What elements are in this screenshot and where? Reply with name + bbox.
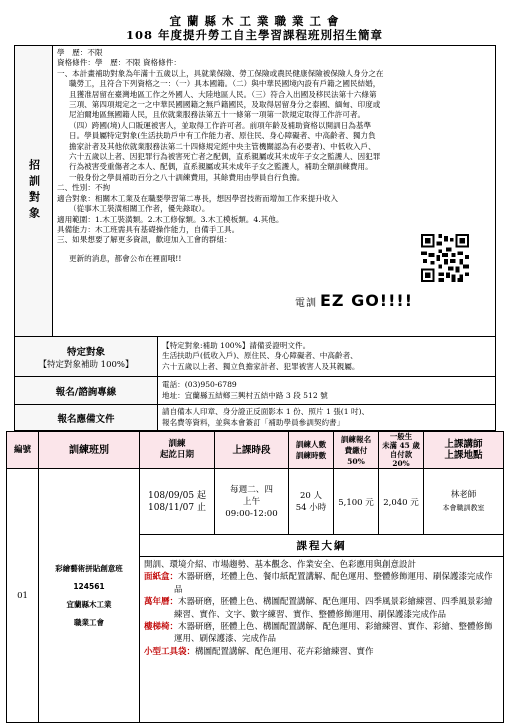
col-teacher [424,432,504,469]
outline-content [140,557,504,723]
docs-line: 報名費等資料，並與本會簽訂「補助學員參訓契約書」 [162,417,345,427]
col-self-line3: 自付款 [389,450,413,459]
recruit-line: 擔家計者及其他依就業服務法第二十四條規定經中央主管機關認為有必要者)、中低收入戶、 [69,141,376,151]
course-date-start: 108/09/05 起 [147,490,206,501]
col-fee-line3: 50% [347,456,365,466]
col-self-line2: 未滿 45 歲 [382,441,420,450]
col-fee [334,432,379,469]
course-organizer: 宜蘭縣木工業 [66,599,112,609]
ez-go-prefix: 電訓 [294,298,317,309]
contact-row [15,377,496,405]
outline-item [144,571,499,596]
course-table [6,431,504,723]
col-teacher-line2: 上課地點 [444,450,483,461]
col-teacher-line1: 上課講師 [444,439,483,450]
outline-item-text: 木器研磨，胚體上色、構圖配置講解、配色運用、彩繪練習、實作、彩繪、整體修飾運用、刷保護漆、完成作品 [174,622,493,645]
recruit-label-cell [15,46,53,337]
outline-intro: 開訓、環境介紹、市場趨勢、基本觀念、作業安全、色彩應用與創意設計 [144,560,417,570]
course-date [140,469,215,535]
col-fee-line1: 訓練報名 [340,434,372,444]
recruit-line: 三項、第四項規定之一之中華民國國籍之無戶籍國民，及取得居留身分之泰國、緬甸、印度或 [69,100,381,110]
outline-title: 課程大綱 [140,535,504,557]
col-people [289,432,334,469]
col-date-line2: 起訖日期 [159,450,194,460]
course-time [215,469,289,535]
contact-address: 地址：宜蘭縣五結鄉三興村五結中路 3 段 512 號 [162,390,328,400]
col-self-line4: 20% [392,459,410,468]
special-row [15,337,496,377]
recruit-line: 三、如果想要了解更多資訊，歡迎加入工會的群組： [57,235,232,245]
outline-item-text: 木器研磨，胚體上色、構圖配置講解、配色運用、四季風景彩繪練習、四季風景彩繪練習、實作、文字、數字練習、實作、整體修飾運用、刷保護漆完成作品 [174,597,493,620]
recruit-line: （從事木工裝潢相關工作者，優先錄取）。 [69,204,210,214]
course-class-code: 124561 [73,581,105,591]
recruit-row [15,46,496,337]
course-fee: 5,100 元 [334,469,379,535]
recruit-line: 日。學員屬特定對象(生活扶助戶中有工作能力者、原住民、身心障礙者、中高齡者、獨力負 [69,131,376,141]
special-sub-label: 【特定對象補助 100%】 [38,359,134,370]
course-teacher-name: 林老師 [450,489,477,500]
special-content [158,337,496,377]
course-class-cell [39,469,140,723]
qr-code-icon[interactable] [421,234,469,282]
outline-item-tag: 樓梯椅： [144,622,179,633]
page-header [0,14,509,42]
special-line: 【特定對象:補助 100%】請備妥證明文件。 [162,340,311,350]
recruit-line: 資格條件：學 歷：不限 資格條件： [57,58,181,68]
outline-item-text: 木器研磨，坯體上色、餐巾紙配置講解、配色運用、整體修飾運用、刷保護漆完成作品 [174,572,493,595]
ez-go-text: EZ GO!!!! [319,291,413,310]
outline-item [144,596,499,621]
recruit-line: 適合對象：相關木工業及在職要學習第二專長，想因學習技術而增加工作來提升收入 [57,193,338,203]
course-time-days: 每週二、四 [230,484,273,495]
docs-row [15,405,496,431]
docs-line: 請自備本人印章、身分證正反面影本 1 份、照片 1 張(1 吋)、 [162,407,370,417]
course-self-pay: 2,040 元 [379,469,424,535]
col-self-line1: 一般生 [389,432,413,441]
course-organizer-2: 職業工會 [74,617,104,627]
course-header-row [7,432,504,469]
recruit-line: 一、本計畫補助對象為年滿十五歲以上，具就業保險、勞工保險或農民健康保險被保險人身分之在 [57,68,384,78]
col-no: 編號 [7,432,39,469]
outline-item-tag: 萬年曆： [144,597,179,608]
col-time: 上課時段 [215,432,289,469]
union-title: 宜 蘭 縣 木 工 業 職 業 工 會 [169,14,340,28]
course-hours: 54 小時 [295,502,327,513]
col-people-line2: 訓練時數 [295,451,327,460]
course-class-name: 彩繪藝術拼貼創意班 [55,563,123,573]
recruit-line: 二、性別：不拘 [57,183,111,193]
special-label-cell [15,337,158,377]
course-teacher [424,469,504,535]
docs-label: 報名應備文件 [15,405,158,431]
contact-label: 報名/諮詢專線 [15,377,158,405]
recruit-label: 招訓對象 [27,159,41,223]
recruit-line: 六十五歲以上者、因犯罪行為被害死亡者之配偶，直系親屬或其未成年子女之監護人、因犯罪 [69,152,381,162]
outline-item-text: 構圖配置講解、配色運用、花卉彩繪練習、實作 [195,646,374,657]
course-place: 本會職訓教室 [442,503,485,512]
contact-content [158,377,496,405]
outline-item-tag: 小型工具袋： [144,646,196,657]
special-line: 六十五歲以上者、獨立負擔家計者、犯罪被害人及其親屬。 [162,361,360,371]
recruit-line: 適用範圍：1.木工裝潢類。2.木工修傢類。3.木工模板類。4.其他。 [57,214,284,224]
outline-item [144,621,499,646]
outline-item [144,646,499,658]
recruit-line: （四）跨國(境)人口販運被害人，並取得工作許可者。前項年齡及補助資格以開訓日為基準 [69,120,372,130]
col-self-pay [379,432,424,469]
col-class: 訓練班別 [39,432,140,469]
recruit-line: 學 歷：不限 [57,48,103,57]
recruit-line: 職勞工，且符合下列資格之一：（一）具本國籍。（二）與中華民國境內設有戶籍之國民結婚， [69,79,381,89]
recruit-line: 一般身份之學員補助百分之八十訓練費用，其餘費用由學員自行負擔。 [69,172,305,182]
col-date-line1: 訓練 [168,439,186,449]
course-row [7,469,504,535]
course-no: 01 [7,469,39,723]
recruit-line: 行為被害受重傷者之本人、配偶，直系親屬或其未成年子女之監護人，補助全額訓練費用。 [69,162,373,172]
course-people-count: 20 人 [299,490,323,501]
course-people [289,469,334,535]
docs-content [158,405,496,431]
recruit-line: 尼泊爾地區無國籍人民，且依就業服務法第五十一條第一項第一款規定取得工作許可者。 [69,110,366,120]
course-title: 108 年度提升勞工自主學習課程班別招生簡章 [125,28,383,42]
col-people-line1: 訓練人數 [295,440,327,449]
recruit-line: 具備能力：木工班需具有基礎操作能力，自備手工具。 [57,224,240,234]
col-fee-line2: 費繳付 [344,445,368,455]
outline-item-tag: 面紙盒： [144,572,179,583]
course-time-range: 09:00-12:00 [225,508,278,519]
special-label: 特定對象 [66,346,105,358]
contact-phone[interactable]: 電話：(03)950-6789 [162,380,237,390]
recruit-content [53,46,496,337]
course-time-period: 上午 [242,496,261,507]
recruit-line: 且獲准居留在臺灣地區工作之外國人、大陸地區人民。（三）符合入出國及移民法第十六條第 [69,89,377,99]
recruit-line: 更新的消息，都會公布在裡面哦!! [69,253,182,263]
special-line: 生活扶助戶(低收入戶)、原住民、身心障礙者、中高齡者、 [162,351,358,361]
enrollment-info-table [14,45,496,431]
ez-go-logo [294,291,413,310]
course-date-end: 108/11/07 止 [147,502,206,513]
col-date [140,432,215,469]
